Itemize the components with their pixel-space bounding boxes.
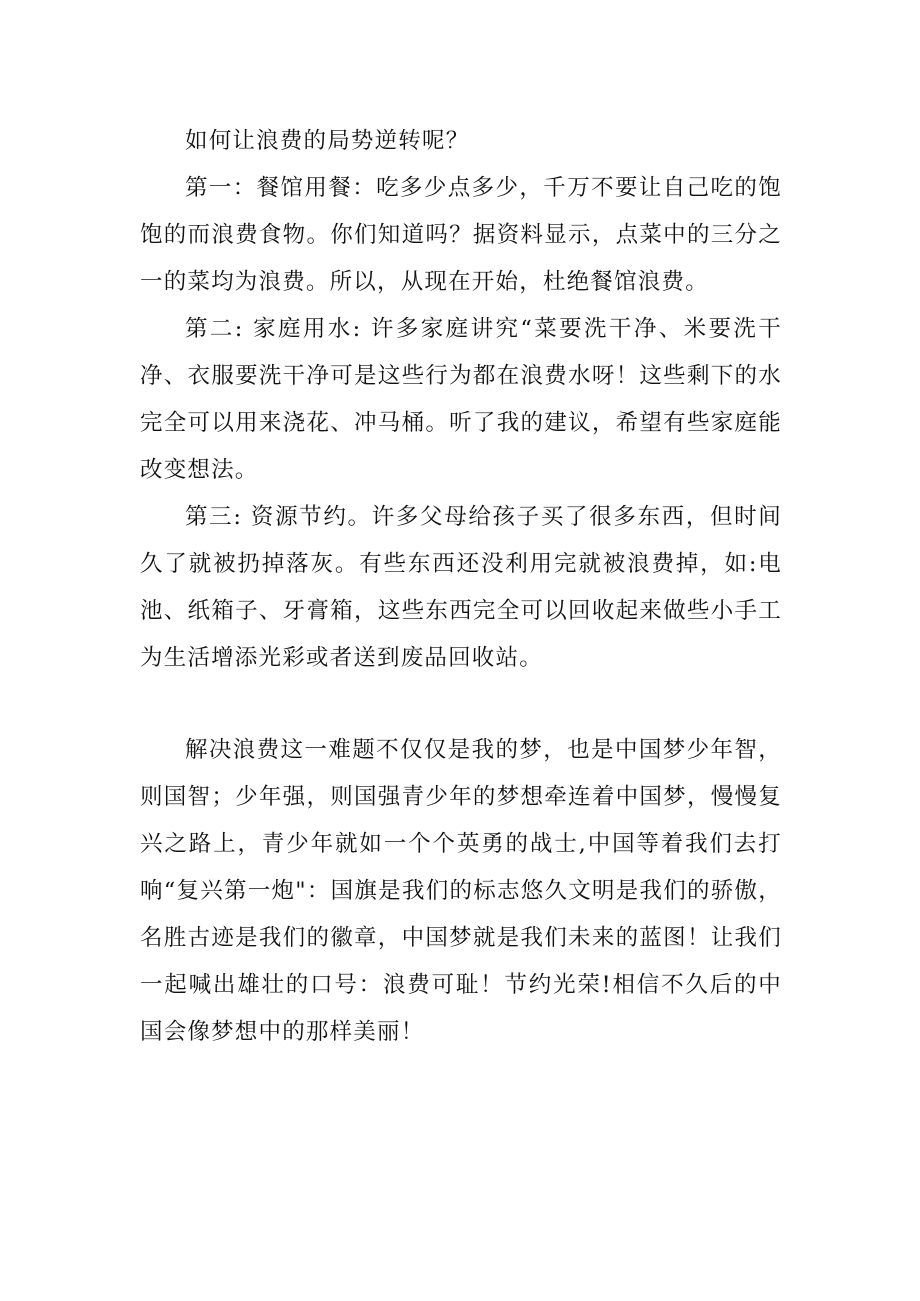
paragraph-gap	[140, 682, 782, 727]
paragraph-question: 如何让浪费的局势逆转呢？	[185, 128, 470, 154]
paragraph-conclusion: 解决浪费这一难题不仅仅是我的梦，也是中国梦少年智，则国智；少年强，则国强青少年的梦想牵连着中国梦，慢慢复兴之路上，青少年就如一个个英勇的战士,中国等着我们去打响“复兴第一炮"：国旗是我们的标志悠久文明是我们的骄傲，名胜古迹是我们的徽章，中国梦就是我们未来的蓝图！让我们一起喊出雄壮的口号：浪费可耻！节约光荣!相信不久后的中国会像梦想中的那样美丽！	[140, 737, 782, 1045]
paragraph-water: 第二: 家庭用水: 许多家庭讲究“菜要洗干净、米要洗干净、衣服要洗干净可是这些行为都在浪费水呀！这些剩下的水完全可以用来浇花、冲马桶。听了我的建议，希望有些家庭能改变想法。	[140, 316, 782, 483]
document-body	[140, 118, 782, 1056]
paragraph-resources: 第三: 资源节约。许多父母给孩子买了很多东西，但时间久了就被扔掉落灰。有些东西还没利用完就被浪费掉，如:电池、纸箱子、牙膏箱，这些东西完全可以回收起来做些小手工为生活增添光彩或者送到废品回收站。	[140, 504, 782, 671]
paragraph-restaurant: 第一：餐馆用餐：吃多少点多少，千万不要让自己吃的饱饱的而浪费食物。你们知道吗？据资料显示，点菜中的三分之一的菜均为浪费。所以，从现在开始，杜绝餐馆浪费。	[140, 175, 782, 295]
